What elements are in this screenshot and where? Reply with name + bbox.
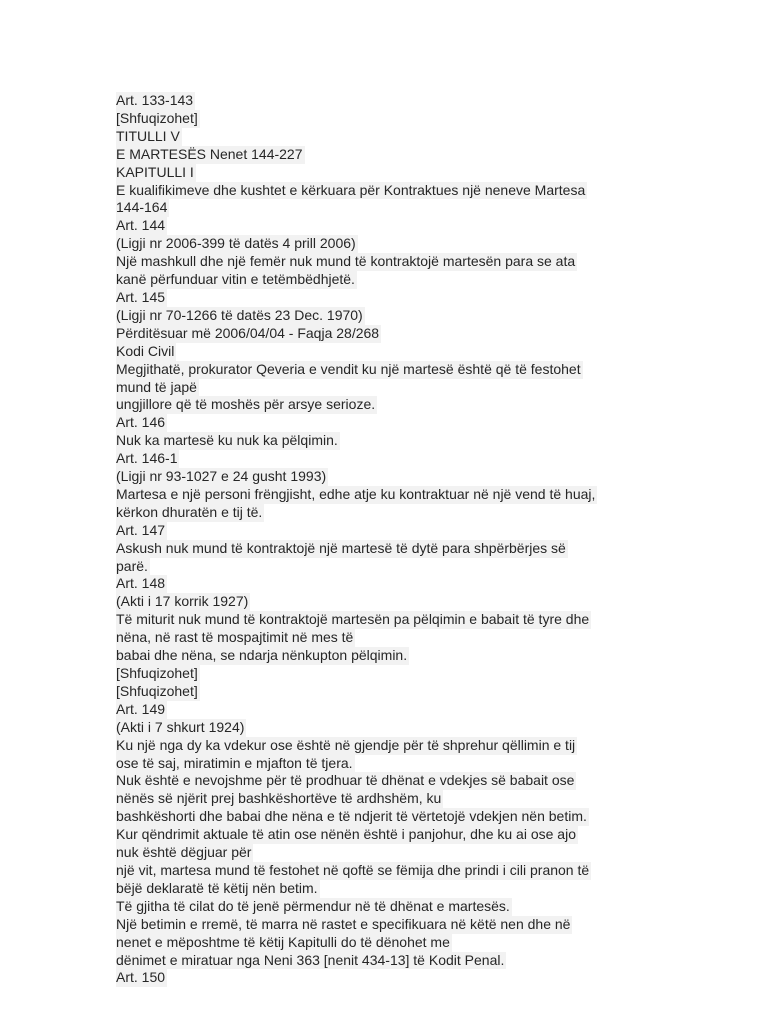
text-line: Një betimin e rremë, të marra në rastet e specifikuara në këtë nen dhe në <box>116 915 571 932</box>
text-line: Kur qëndrimit aktuale të atin ose nënën është i panjohur, dhe ku ai ose ajo <box>116 826 576 843</box>
text-line: bashkëshorti dhe babai dhe nëna e të ndjerit të vërtetojë vdekjen nën betim. <box>116 808 587 825</box>
text-line: Art. 146 <box>116 414 166 431</box>
text-line: E kualifikimeve dhe kushtet e kërkuara për Kontraktues një neneve Martesa <box>116 181 586 198</box>
text-line: kërkon dhuratën e tij të. <box>116 503 263 520</box>
text-line: Të gjitha të cilat do të jenë përmendur në të dhënat e martesës. <box>116 897 510 914</box>
text-line: nëna, në rast të mospajtimit në mes të <box>116 629 354 646</box>
text-line: (Ligji nr 2006-399 të datës 4 prill 2006) <box>116 235 356 252</box>
text-line: bëjë deklaratë të këtij nën betim. <box>116 879 318 896</box>
text-line: E MARTESËS Nenet 144-227 <box>116 145 303 162</box>
text-line: Nuk është e nevojshme për të prodhuar të dhënat e vdekjes së babait ose <box>116 772 575 789</box>
text-line: Të miturit nuk mund të kontraktojë martesën pa pëlqimin e babait të tyre dhe <box>116 611 590 628</box>
text-line: nënës së njërit prej bashkëshortëve të ardhshëm, ku <box>116 790 442 807</box>
text-line: Nuk ka martesë ku nuk ka pëlqimin. <box>116 432 338 449</box>
text-line: Një mashkull dhe një femër nuk mund të kontraktojë martesën para se ata <box>116 253 576 270</box>
text-line: dënimet e miratuar nga Neni 363 [nenit 434-13] të Kodit Penal. <box>116 951 505 968</box>
text-line: babai dhe nëna, se ndarja nënkupton pëlqimin. <box>116 647 408 664</box>
text-line: Art. 148 <box>116 575 166 592</box>
text-line: kanë përfunduar vitin e tetëmbëdhjetë. <box>116 271 355 288</box>
text-line: (Ligji nr 70-1266 të datës 23 Dec. 1970) <box>116 306 363 323</box>
text-line: Ku një nga dy ka vdekur ose është në gjendje për të shprehur qëllimin e tij <box>116 736 576 753</box>
text-line: Art. 145 <box>116 288 166 305</box>
text-line: [Shfuqizohet] <box>116 109 198 126</box>
text-line: Askush nuk mund të kontraktojë një martesë të dytë para shpërbërjes së <box>116 539 566 556</box>
text-line: Art. 133-143 <box>116 92 194 108</box>
text-line: 144-164 <box>116 199 168 216</box>
text-line: TITULLI V <box>116 127 180 144</box>
text-line: ungjillore që të moshës për arsye serioze. <box>116 396 376 413</box>
text-line: [Shfuqizohet] <box>116 665 198 681</box>
text-line: Megjithatë, prokurator Qeveria e vendit ku një martesë është që të festohet <box>116 360 581 377</box>
text-line: parë. <box>116 557 148 574</box>
text-line: Art. 146-1 <box>116 450 178 467</box>
text-line: (Ligji nr 93-1027 e 24 gusht 1993) <box>116 468 327 485</box>
text-line: Martesa e një personi frëngjisht, edhe atje ku kontraktuar në një vend të huaj, <box>116 485 596 502</box>
document-page <box>116 92 756 987</box>
text-line: [Shfuqizohet] <box>116 682 198 699</box>
text-line: KAPITULLI I <box>116 163 194 180</box>
text-line: Përditësuar më 2006/04/04 - Faqja 28/268 <box>116 324 380 341</box>
text-line: Kodi Civil <box>116 342 175 359</box>
text-line: ose të saj, miratimin e mjafton të tjera. <box>116 754 353 771</box>
text-line: mund të japë <box>116 378 197 395</box>
text-line: (Akti i 7 shkurt 1924) <box>116 718 245 735</box>
text-line: Art. 149 <box>116 700 166 717</box>
text-line: Art. 147 <box>116 521 166 538</box>
text-line: nenet e mëposhtme të këtij Kapitulli do të dënohet me <box>116 933 450 950</box>
text-line: një vit, martesa mund të festohet në qoftë se fëmija dhe prindi i cili pranon të <box>116 861 590 878</box>
text-line: Art. 144 <box>116 217 166 234</box>
text-line: nuk është dëgjuar për <box>116 844 252 861</box>
text-line: (Akti i 17 korrik 1927) <box>116 593 249 610</box>
text-line: Art. 150 <box>116 969 166 986</box>
